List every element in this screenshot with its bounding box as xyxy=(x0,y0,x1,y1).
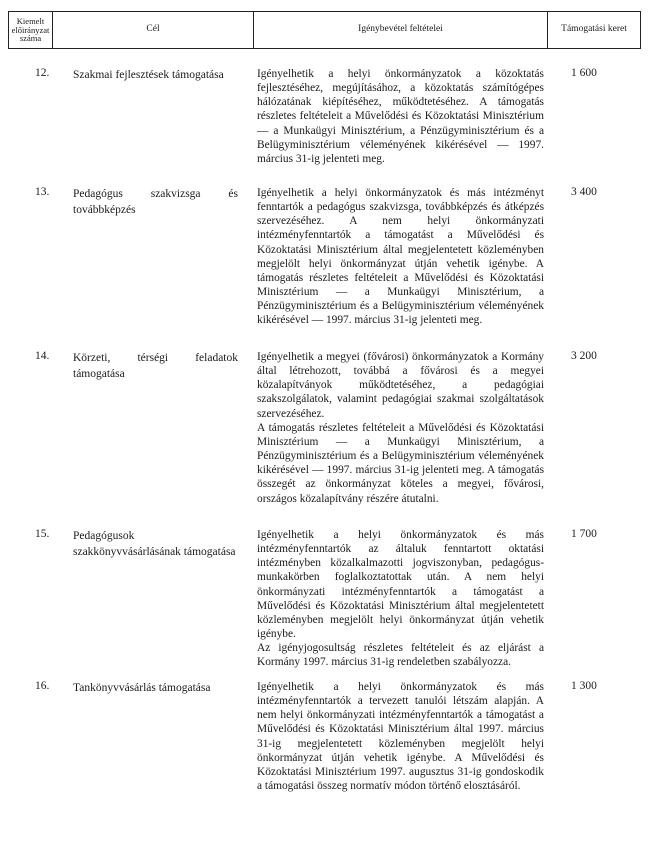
header-number: Kiemelt előirányzat száma xyxy=(9,12,53,48)
row-number: 14. xyxy=(35,350,50,362)
row-conditions: Igényelhetik a helyi önkormányzatok és más intézményfenntartók az általuk fenntartott oktatási intézményben közalkalmazotti jogviszonyban, pedagógus-munkakörben foglalkoztatottak után. A nem helyi önkormányzati intézményfenntartók a támogatást a Művelődési és Közoktatási Minisztérium által megjelentetett közleményben megjelölt helyi önkormányzat útján vehetik igénybe. Az igényjogosultság részletes feltételeit és az eljárást a Kormány 1997. március 31-ig rendeletben szabályozza. xyxy=(257,529,544,669)
row-number: 16. xyxy=(35,680,50,692)
row-conditions: Igényelhetik a helyi önkormányzatok és más intézményt fenntartók a pedagógus szakvizsga, továbbképzés és átképzés szervezéséhez. A nem helyi önkormányzati intézményfenntartók a támogatást a Művelődési és Közoktatási Minisztérium által megjelentetett közleményben megjelölt helyi önkormányzat útján vehetik igénybe. A támogatás részletes feltételeit a Művelődési és Közoktatási Minisztérium — a Munkaügyi Minisztérium, a Pénzügyminisztérium és a Belügyminisztérium véleményének kikérésével — 1997. március 31-ig jelenteti meg. xyxy=(257,187,544,327)
row-amount: 1 600 xyxy=(571,67,597,79)
row-amount: 1 700 xyxy=(571,528,597,540)
row-amount: 3 400 xyxy=(571,186,597,198)
header-goal: Cél xyxy=(53,12,254,48)
row-number: 13. xyxy=(35,186,50,198)
header-amount: Támogatási keret xyxy=(561,24,627,35)
row-goal: Pedagógus szakvizsga és továbbképzés xyxy=(73,188,238,216)
row-goal: Szakmai fejlesztések támogatása xyxy=(73,69,224,81)
row-number: 12. xyxy=(35,67,50,79)
row-conditions: Igényelhetik a megyei (fővárosi) önkormányzatok a Kormány által létrehozott, továbbá a fővárosi és a megyei közalapítványok működtetéséhez, a pedagógiai szakszolgálatok, valamint pedagógiai szakmai szolgáltatások szervezéséhez. A támogatás részletes feltételeit a Művelődési és Közoktatási Minisztérium — a Munkaügyi Minisztérium, a Pénzügyminisztérium és a Belügyminisztérium véleményének kikérésével — 1997. március 31-ig jelenteti meg. A támogatás összegét az önkormányzat köteles a megyei, fővárosi, országos közalapítvány részére átutalni. xyxy=(257,351,544,505)
row-goal: Körzeti, térségi feladatok támogatása xyxy=(73,352,238,380)
row-amount: 3 200 xyxy=(571,350,597,362)
row-goal: Tankönyvvásárlás támogatása xyxy=(73,682,211,694)
row-amount: 1 300 xyxy=(571,680,597,692)
row-conditions: Igényelhetik a helyi önkormányzatok a közoktatás fejlesztéséhez, megújításához, a közoktatás számítógépes hálózatának kiépítéséhez, működtetéséhez. A támogatás részletes feltételeit a Művelődési és Közoktatási Minisztérium — a Munkaügyi Minisztérium, a Pénzügyminisztérium és a Belügyminisztérium véleményének kikérésével — 1997. március 31-ig jelenteti meg. xyxy=(257,68,544,165)
row-goal: Pedagógusok szakkönyvvásárlásának támogatása xyxy=(73,530,236,558)
header-conditions: Igénybevétel feltételei xyxy=(254,12,548,48)
row-number: 15. xyxy=(35,528,50,540)
row-conditions: Igényelhetik a helyi önkormányzatok és más intézményfenntartók a tervezett tanulói létszám alapján. A nem helyi önkormányzati intézményfenntartók a támogatást a Művelődési és Közoktatási Minisztérium által 1997. március 31-ig megjelentetett közleményben megjelölt helyi önkormányzat útján vehetik igénybe. A Művelődési és Közoktatási Minisztérium 1997. augusztus 31-ig gondoskodik a támogatási összeg normatív módon történő elosztásáról. xyxy=(257,681,544,793)
table-header xyxy=(8,11,641,49)
